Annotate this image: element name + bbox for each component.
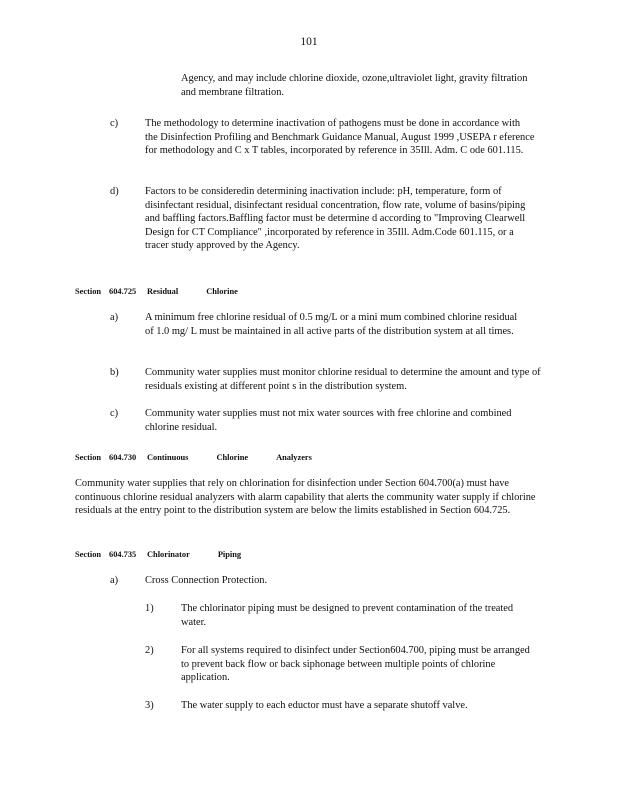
- subitem-marker-1: 1): [145, 603, 154, 614]
- item-d-text: Factors to be consideredin determining inactivation include: pH, temperature, form of disinfectant residual, disinfectant residual concentration, flow rate, volume of basins/piping and baffling factors.Baffling factor must be determine d according to "Improving Clearwell Design for CT Compliance" ,incorporated by reference in 35Ill. Adm.Code 601.115, or a tracer study approved by the Agency.: [145, 186, 526, 252]
- section-title-word: Chlorine: [206, 287, 238, 296]
- section-730-paragraph: Community water supplies that rely on chlorination for disinfection under Section 604.700(a) must have continuous chlorine residual analyzers with alarm capability that alerts the community water supply if chlorine residuals at the entry point to the distribution system are below the limits established in Section 604.725.: [75, 478, 536, 517]
- section-title-word: Chlorine: [216, 453, 249, 462]
- item-c-text: The methodology to determine inactivation of pathogens must be done in accordance with the Disinfection Profiling and Benchmark Guidance Manual, August 1999 ,USEPA r eference for methodology and C x T tables, incorporated by reference in 35Ill. Adm. C ode 601.115.: [145, 118, 535, 157]
- section-number: 604.735: [109, 550, 137, 559]
- section-heading-604-735: [75, 548, 241, 562]
- section-label: Section: [75, 453, 102, 462]
- item-marker-d: d): [110, 186, 119, 197]
- item-marker-c: c): [110, 118, 119, 129]
- subitem-marker-3: 3): [145, 700, 154, 711]
- subitem-2-text: For all systems required to disinfect under Section604.700, piping must be arranged to prevent back flow or back siphonage between multiple points of chlorine application.: [181, 645, 530, 684]
- item-marker-a: a): [110, 312, 119, 323]
- section-title-word: Analyzers: [276, 453, 312, 462]
- item-a-text: Cross Connection Protection.: [145, 575, 268, 586]
- section-title-word: Residual: [147, 287, 179, 296]
- section-number: 604.730: [109, 453, 137, 462]
- continuation-paragraph: Agency, and may include chlorine dioxide, ozone,ultraviolet light, gravity filtration and membrane filtration.: [181, 73, 528, 98]
- section-title-word: Continuous: [147, 453, 189, 462]
- page-number: 101: [300, 36, 318, 48]
- section-label: Section: [75, 550, 102, 559]
- item-a-text: A minimum free chlorine residual of 0.5 mg/L or a mini mum combined chlorine residual of 1.0 mg/ L must be maintained in all active parts of the distribution system at all times.: [145, 312, 518, 337]
- item-c-text: Community water supplies must not mix water sources with free chlorine and combined chlorine residual.: [145, 408, 512, 433]
- subitem-3-text: The water supply to each eductor must have a separate shutoff valve.: [181, 700, 468, 711]
- item-marker-a: a): [110, 575, 119, 586]
- section-number: 604.725: [109, 287, 137, 296]
- section-title-word: Piping: [217, 550, 242, 559]
- item-b-text: Community water supplies must monitor chlorine residual to determine the amount and type of residuals existing at different point s in the distribution system.: [145, 367, 541, 392]
- section-title-word: Chlorinator: [147, 550, 190, 559]
- item-marker-c: c): [110, 408, 119, 419]
- section-heading-604-730: [75, 451, 312, 465]
- item-marker-b: b): [110, 367, 119, 378]
- subitem-1-text: The chlorinator piping must be designed to prevent contamination of the treated water.: [181, 603, 514, 628]
- subitem-marker-2: 2): [145, 645, 154, 656]
- section-heading-604-725: [75, 285, 238, 299]
- section-label: Section: [75, 287, 102, 296]
